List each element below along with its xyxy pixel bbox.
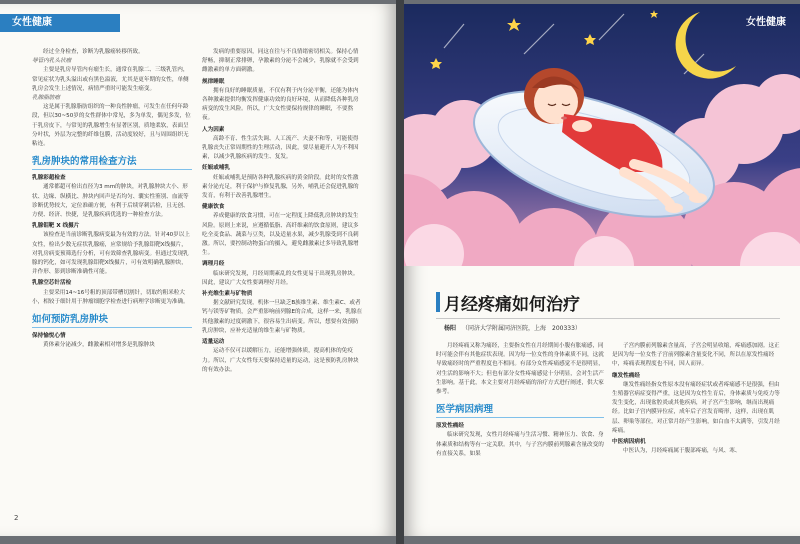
subheading: 乳腺彩超检查 <box>32 175 66 182</box>
paragraph: 养成健康的饮食习惯，可在一定程度上降低乳房肿块的发生风险。原则上来说，应遵循低脂、高纤维素的饮食原则，建议多吃全麦食品、蔬菜与豆类，以及适量水果，减少乳腺受到不良刺激。所以，要控制动物蛋白的摄入，避免雌激素过多导致乳腺增生。 <box>202 213 359 257</box>
paragraph: 拥有良好的睡眠质量，不仅有利于内分泌平衡，还能为体内各种激素提供均衡发挥健康功效的良好环境，从而降低各种乳房病变的发生风险。所以，广大女性要保持规律的睡眠，不要熬夜。 <box>202 87 359 122</box>
section-title: 如何预防乳房肿块 <box>32 313 192 328</box>
author-line <box>444 323 581 332</box>
subheading: 妊娠或哺乳 <box>202 165 230 172</box>
section-title: 医学病因病理 <box>436 403 604 418</box>
subheading: 适量运动 <box>202 339 225 346</box>
sleeping-girl-illustration <box>404 4 800 266</box>
paragraph: 临床研究发现，女性月经疼痛与生活习惯、精神压力、饮食、身体素质和结构等有一定关联。其中，与子宫内膜前列腺素含量改变的有直接关系，如果 <box>436 432 604 457</box>
paragraph: 运动不仅可以缓解压力，还能增强体质，提高机体的免疫力。所以，广大女性每天要保持适量的运动，这是预防乳房肿块的有效办法。 <box>202 348 359 373</box>
paragraph: 中医认为，月经疼痛属于腹部疼痛，与风、寒、 <box>623 448 741 455</box>
subheading: 健康饮食 <box>202 204 225 211</box>
paragraph: 月经疼痛又称为痛经，主要指女性在月经期间小腹有胀痛感，同时可能会伴有其他症状表现。因为每一位女性的身体素质不同，这就导致痛经时的严重程度也不相同。有部分女性疼痛感觉不是很明显，对生活的影响不大；但也有部分女性疼痛感觉十分明显，会对生活产生影响。基于此，本文主要对月经疼痛的治疗方式进行阐述，供大家参考。 <box>436 343 604 396</box>
subheading: 中医病因病机 <box>612 439 646 446</box>
left-column-2 <box>202 48 364 375</box>
right-column-1 <box>436 342 604 459</box>
paragraph: 主要采用14~16号粗的顶部带槽切割针，切取约粗米粒大小，相较于细针用于肿瘤细胞学检查进行病理学诊断更为准确。 <box>32 289 189 305</box>
subheading: 规律睡眠 <box>202 78 225 85</box>
section-title: 乳房肿块的常用检查方法 <box>32 155 192 170</box>
subheading: 原发性痛经 <box>436 423 464 430</box>
subheading: 继发性痛经 <box>612 372 640 379</box>
subheading: 乳腺脂肪瘤 <box>32 95 60 102</box>
subheading: 调理月经 <box>202 261 225 268</box>
subheading: 补充维生素与矿物质 <box>202 291 253 298</box>
page-number: 2 <box>14 514 19 522</box>
subheading: 导管内乳头状瘤 <box>32 58 72 65</box>
paragraph: 这是属于乳腺脂肪组织的一种良性肿瘤，可发生在任何年龄段，但以30~50岁的女性群体中常见，多为单发，偶见多发，位于乳房皮下，与常见的乳腺增生有显著区别，质地柔软，表面呈分叶状，外层为完整的纤维包膜，活动度较好，且与周围组织无粘连。 <box>32 104 191 148</box>
author-name: 杨阳 <box>444 325 457 332</box>
left-column-1 <box>32 48 192 350</box>
right-column-2 <box>612 342 780 456</box>
paragraph: 子宫内膜前列腺素含量高，子宫会明显收缩，疼痛感加剧。这正是因为每一位女性子宫前列腺素含量变化不同，所以在原发性痛经中，疼痛表现程度也不同，因人而异。 <box>612 343 780 368</box>
paragraph: 该检查是当前诊断乳腺病变最为有效的方法。针对40岁以上女性，检出少数无症状乳腺癌，应常规给予乳腺钼靶X线摄片，对乳房病变预筛选行分析，可有效筛查乳腺病变。但通过发现乳腺的钙化，如可发现乳腺钼靶X线摄片，可有效明确乳腺肿块，并作形、影到诊断准确性可能。 <box>32 232 190 276</box>
subheading: 乳腺钼靶 X 线摄片 <box>32 223 80 230</box>
book-gutter <box>396 0 404 544</box>
paragraph: 主要是乳房导管内有瘤生长，通常在乳腺二、三级乳管内，常见症状为乳头溢出或有黑色溢液，尤其是更年期的女性，单侧乳房会发生上述情况，病情严重时可能发生癌变。 <box>32 67 189 92</box>
right-page-header: 女性健康 <box>746 17 786 28</box>
subheading: 乳腺空芯针活检 <box>32 280 72 287</box>
left-page-header: 女性健康 <box>0 14 120 32</box>
title-accent-bar <box>436 292 440 312</box>
paragraph: 妊娠或哺乳是预防各种乳腺疾病的黄金阶段。此时的女性激素分泌充足，利于保护与修复乳腺，另外，哺乳还会促进乳腺的发育，有利于改善乳腺增生。 <box>202 174 359 200</box>
paragraph: 经过全身检查，诊断为乳腺癌转移所致。 <box>43 49 144 55</box>
paragraph: 通常都超可检出直径为3 mm的肿块，对乳腺肿块大小、形状、边缘、纵横比、肿块内回声是否均匀、囊实性鉴别、血流等诊断优势较大，定位准确方便，有利于后续穿刺活检，且无创、方便、经济、快捷，是乳腺疾病优选的一种检查方法。 <box>32 184 189 219</box>
left-page <box>0 4 396 536</box>
paragraph: 继发性痛经指女性原本没有痛经症状或者疼痛感不是很强，但由生殖器官病症变得严重，这是因为女性生育后，身体素质与免疫力等发生变化，出现盆腔炎或其他疾病，对子宫产生影响，继而出现痛经。比如子宫内膜异位症，成年后子宫发育畸形，这样，出现在肌层、卵巢等部位，对正常月经产生影响，如白血不太满等，引发月经疼痛。 <box>612 381 780 434</box>
subheading: 人为因素 <box>202 126 225 133</box>
subheading: 保持愉悦心情 <box>32 333 66 340</box>
paragraph: 发病的重要原因，同这在往与不良情绪密切相关。保持心情舒畅，抑制正常排卵，孕激素的分泌不会减少，乳腺就不会受到雌激素的单方面刺激。 <box>202 49 359 74</box>
paragraph: 据文献研究发现，机体一旦缺乏B族维生素、维生素C、或者钙与镁等矿物质，会严重影响前列腺E的合成，这样一来，乳腺在其他激素的过度刺激下，很容易生出病变。所以，想要有效预防乳房肿块，应补充适量的维生素与矿物质。 <box>202 300 363 334</box>
paragraph: 黄体素分泌减少，雌激素相对增多是乳腺肿块 <box>43 342 155 349</box>
title-divider <box>436 318 780 319</box>
paragraph: 临床研究发现，月经周期紊乱的女性更易于出现乳房肿块。因此，建议广大女性要调理好月经。 <box>202 270 359 286</box>
article-title: 月经疼痛如何治疗 <box>444 295 580 315</box>
author-affiliation: （同济大学附属同济医院，上海 200333） <box>462 325 581 332</box>
right-page <box>404 4 800 536</box>
paragraph: 高龄不育、性生活失调、人工流产、夫妻不和等，可能使得乳腺丧失正常周期性的生理活动，因此，要尽量避开人为不利因素，以减少乳腺疾病的发生、复发。 <box>202 135 359 161</box>
